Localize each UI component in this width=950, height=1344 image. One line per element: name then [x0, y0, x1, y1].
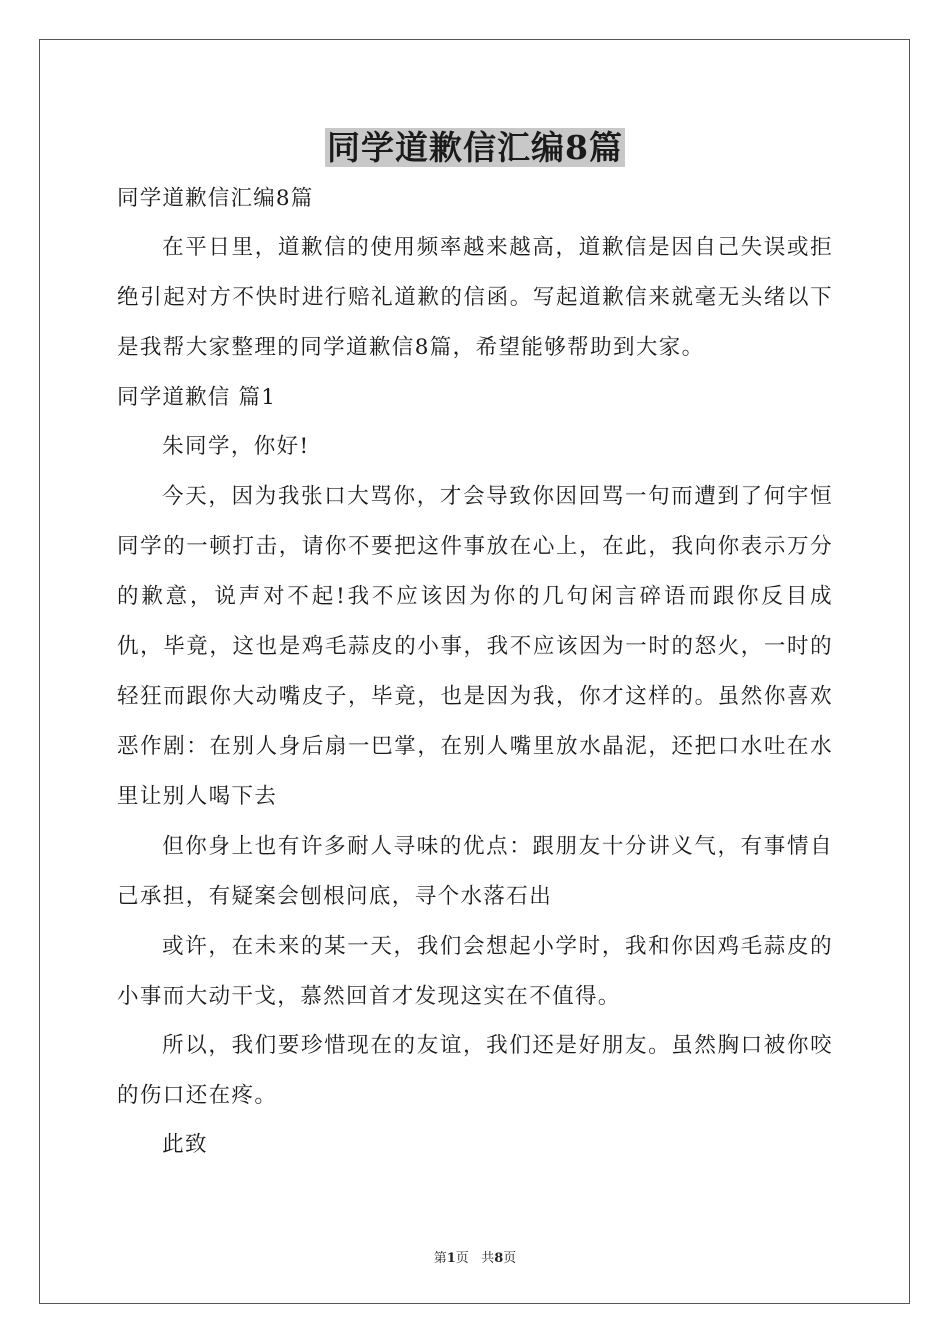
- section-heading: 同学道歉信 篇1: [117, 385, 277, 410]
- body-paragraph-1: 今天，因为我张口大骂你，才会导致你因回骂一句而遭到了何宇恒同学的一顿打击，请你不要把这件事放在心上，在此，我向你表示万分的歉意，说声对不起!我不应该因为你的几句闲言碎语而跟你反目成仇，毕竟，这也是鸡毛蒜皮的小事，我不应该因为一时的怒火，一时的轻狂而跟你大动嘴皮子，毕竟，也是因为我，你才这样的。虽然你喜欢恶作剧：在别人身后扇一巴掌，在别人嘴里放水晶泥，还把口水吐在水里让别人喝下去: [117, 484, 833, 809]
- document-title: 同学道歉信汇编8篇: [327, 128, 623, 167]
- closing-line: 此致: [162, 1132, 208, 1157]
- body-paragraph-3: 或许，在未来的某一天，我们会想起小学时，我和你因鸡毛蒜皮的小事而大动干戈，慕然回首才发现这实在不值得。: [117, 934, 833, 1009]
- footer-page-mid: 页 共: [455, 1251, 495, 1266]
- body-paragraph-2: 但你身上也有许多耐人寻味的优点：跟朋友十分讲义气，有事情自己承担，有疑案会刨根问底，寻个水落石出: [117, 834, 833, 909]
- footer-page-number: 1: [446, 1251, 456, 1266]
- greeting-line: 朱同学，你好!: [162, 434, 310, 459]
- intro-paragraph: 在平日里，道歉信的使用频率越来越高，道歉信是因自己失误或拒绝引起对方不快时进行赔礼道歉的信函。写起道歉信来就毫无头绪以下是我帮大家整理的同学道歉信8篇，希望能够帮助到大家。: [117, 235, 833, 360]
- footer-page-suffix: 页: [503, 1251, 517, 1266]
- document-subtitle: 同学道歉信汇编8篇: [117, 186, 314, 211]
- page-footer: [0, 1247, 950, 1266]
- footer-page-prefix: 第: [433, 1251, 447, 1266]
- body-paragraph-4: 所以，我们要珍惜现在的友谊，我们还是好朋友。虽然胸口被你咬的伤口还在疼。: [117, 1033, 833, 1108]
- footer-page-total: 8: [494, 1251, 504, 1266]
